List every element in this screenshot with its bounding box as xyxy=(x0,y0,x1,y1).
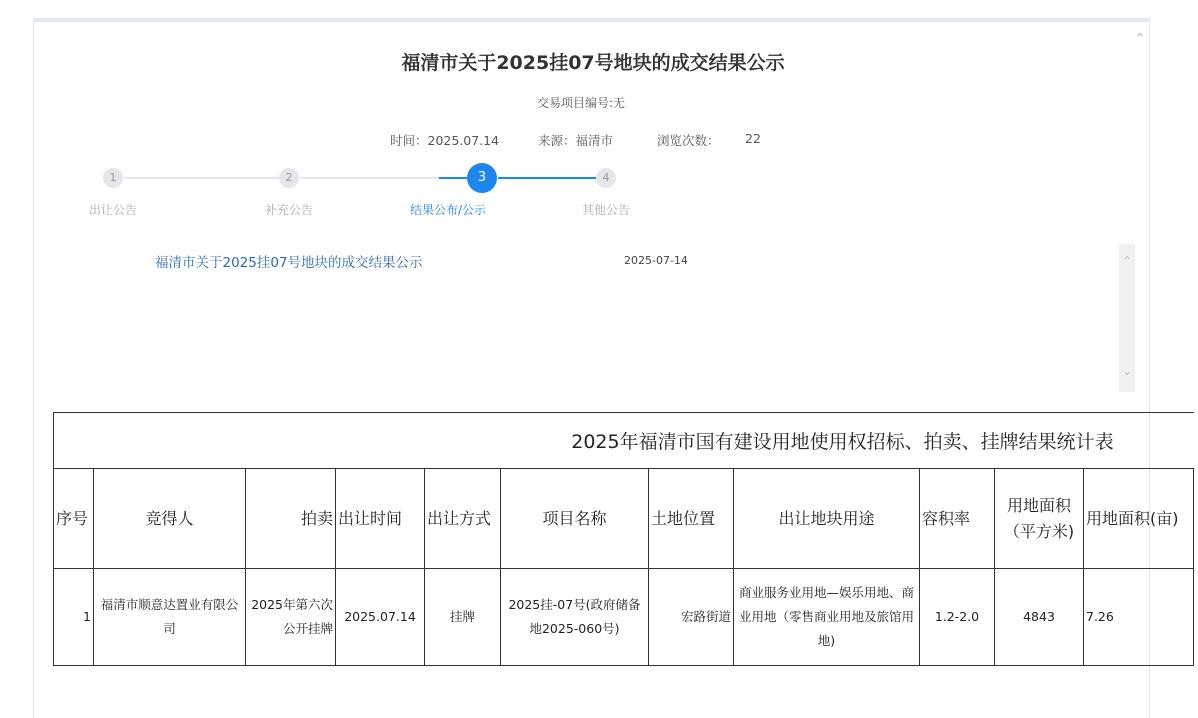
step-3-label[interactable]: 结果公布/公示 xyxy=(409,203,487,217)
header-cell: 竞得人 xyxy=(94,469,246,569)
table-row xyxy=(54,569,1194,666)
step-connector-active xyxy=(439,177,467,179)
page-title: 福清市关于2025挂07号地块的成交结果公示 xyxy=(401,52,785,74)
header-cell: 用地面积(亩) xyxy=(1084,469,1194,569)
header-cell: 用地面积（平方米) xyxy=(995,469,1084,569)
table-cell: 福清市顺意达置业有限公司 xyxy=(94,569,246,666)
header-cell: 容积率 xyxy=(920,469,995,569)
result-table-container xyxy=(53,412,1179,667)
header-cell: 序号 xyxy=(54,469,94,569)
document-link[interactable]: 福清市关于2025挂07号地块的成交结果公示 xyxy=(155,255,423,271)
step-4-circle[interactable]: 4 xyxy=(596,168,616,188)
table-cell: 1.2-2.0 xyxy=(920,569,995,666)
chevron-up-icon[interactable]: ⌃ xyxy=(1121,254,1133,268)
step-connector xyxy=(124,177,279,179)
list-scrollbar[interactable] xyxy=(1119,244,1135,392)
table-cell: 1 xyxy=(54,569,94,666)
table-cell: 2025挂-07号(政府储备地2025-060号) xyxy=(501,569,649,666)
step-connector xyxy=(300,177,439,179)
table-cell: 宏路街道 xyxy=(649,569,734,666)
project-number: 交易项目编号:无 xyxy=(537,96,626,110)
header-cell: 出让地块用途 xyxy=(734,469,920,569)
table-cell: 4843 xyxy=(995,569,1084,666)
table-cell: 2025年第六次公开挂牌 xyxy=(246,569,336,666)
source: 来源：福清市 xyxy=(538,133,614,148)
step-2-label[interactable]: 补充公告 xyxy=(264,203,313,217)
header-cell: 出让方式 xyxy=(425,469,501,569)
header-cell: 项目名称 xyxy=(501,469,649,569)
step-4-label[interactable]: 其他公告 xyxy=(581,203,630,217)
publish-time: 时间：2025.07.14 xyxy=(390,133,500,148)
step-connector-active xyxy=(498,177,596,179)
step-1-circle[interactable]: 1 xyxy=(103,168,123,188)
table-caption: 2025年福清市国有建设用地使用权招标、拍卖、挂牌结果统计表 xyxy=(54,413,1194,469)
page-scroll-up-icon[interactable]: ⌃ xyxy=(1134,31,1146,47)
table-cell: 2025.07.14 xyxy=(336,569,425,666)
table-cell: 挂牌 xyxy=(425,569,501,666)
views-count: 22 xyxy=(745,131,761,146)
step-1-label[interactable]: 出让公告 xyxy=(88,203,137,217)
table-cell: 商业服务业用地—娱乐用地、商业用地（零售商业用地及旅馆用地) xyxy=(734,569,920,666)
header-cell: 土地位置 xyxy=(649,469,734,569)
chevron-down-icon[interactable]: ⌄ xyxy=(1121,364,1133,378)
document-date: 2025-07-14 xyxy=(624,254,688,267)
table-cell: 7.26 xyxy=(1084,569,1194,666)
header-cell: 出让时间 xyxy=(336,469,425,569)
table-header-row xyxy=(54,469,1194,569)
step-3-circle[interactable]: 3 xyxy=(467,163,497,193)
result-table xyxy=(53,412,1194,666)
step-2-circle[interactable]: 2 xyxy=(279,168,299,188)
views-label: 浏览次数： xyxy=(657,133,720,148)
header-cell: 拍卖 xyxy=(246,469,336,569)
